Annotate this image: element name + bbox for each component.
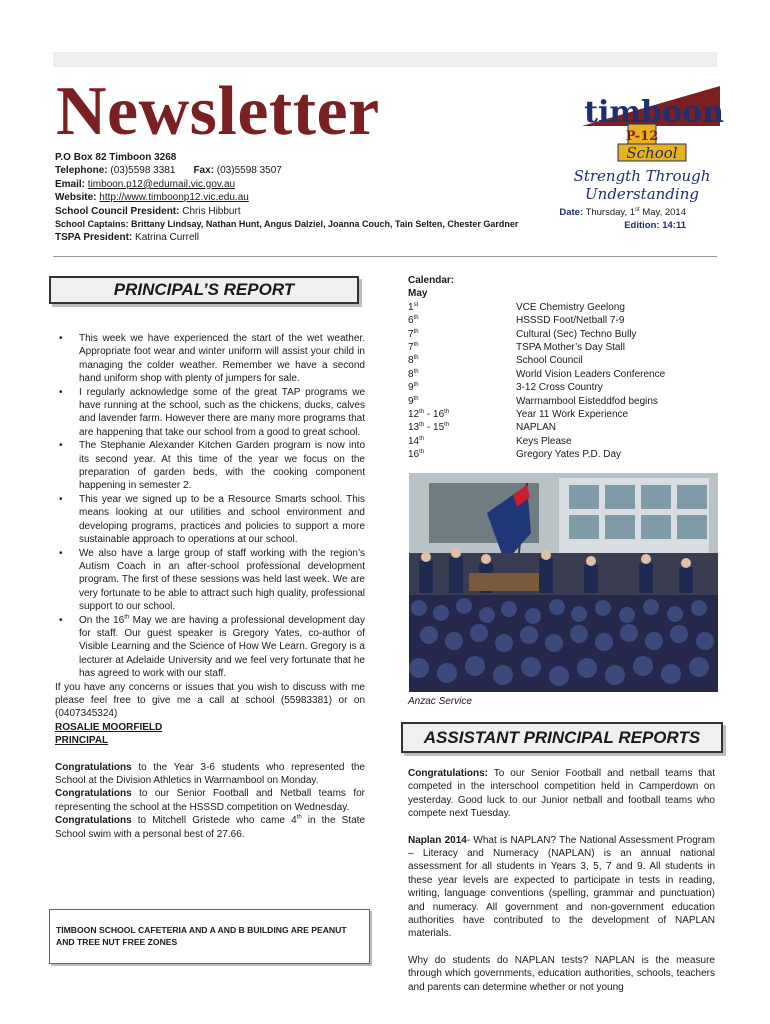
calendar-row xyxy=(408,381,728,394)
calendar-row xyxy=(408,328,728,341)
calendar-date xyxy=(408,354,516,367)
principal-contact: If you have any concerns or issues that you wish to discuss with me please feel free to give me a call at school (55983381) or on (0407345324) xyxy=(55,681,365,720)
calendar-row xyxy=(408,435,728,448)
newsletter-title: Newsletter xyxy=(56,73,380,150)
calendar-event: 3-12 Cross Country xyxy=(516,382,603,394)
calendar-row xyxy=(408,301,728,314)
date-day: 16 xyxy=(408,449,420,461)
address: P.O Box 82 Timboon 3268 xyxy=(55,152,177,163)
edition-line xyxy=(520,219,686,232)
pd-text-rest: May we are having a professional development day for staff. Our guest speaker is Gregory Yates, co-author of Visible Learning and the Science of How We Learn. Gregory is a lecturer at Adelaide University and we feel very fortunate that he has agreed to work with our staff. xyxy=(79,614,365,680)
calendar-row xyxy=(408,448,728,461)
header-band xyxy=(53,52,717,67)
date-suffix: th xyxy=(413,395,419,402)
pd-suffix: th xyxy=(124,614,130,621)
logo-grade: P-12 xyxy=(625,129,659,144)
date-suffix: th xyxy=(413,328,419,335)
congrats-text: to our Senior Football and Netball teams for representing the school at the HSSSD competition on Wednesday. xyxy=(55,788,365,813)
school-logo xyxy=(560,84,725,219)
calendar-event: Year 11 Work Experience xyxy=(516,408,629,420)
calendar-date xyxy=(408,381,516,394)
calendar-row xyxy=(408,421,728,434)
pd-text-start: On the 16 xyxy=(79,614,125,626)
date-day: - 16 xyxy=(424,408,445,420)
date-suffix: th xyxy=(413,355,419,362)
captains: Brittany Lindsay, Nathan Hunt, Angus Dalziel, Joanna Couch, Tain Selten, Chester Gardner xyxy=(131,219,519,230)
date-day: 6 xyxy=(408,315,414,327)
logo-tagline xyxy=(564,167,720,203)
date-day: 13 xyxy=(408,422,420,434)
email-label: Email: xyxy=(55,178,86,190)
spacer xyxy=(408,941,715,954)
calendar-row xyxy=(408,341,728,354)
contact-details xyxy=(55,151,575,245)
calendar-event: Gregory Yates P.D. Day xyxy=(516,449,622,461)
calendar-event: Keys Please xyxy=(516,435,572,447)
date-suffix: st xyxy=(635,206,640,213)
date-day: 8 xyxy=(408,368,414,380)
calendar-rows xyxy=(408,301,728,462)
calendar-date xyxy=(408,421,516,434)
calendar-event: School Council xyxy=(516,355,583,367)
calendar-date xyxy=(408,408,516,421)
principal-name: ROSALIE MOORFIELD xyxy=(55,721,163,733)
photo-caption: Anzac Service xyxy=(408,696,472,707)
president-line xyxy=(55,205,575,218)
date-day: 1 xyxy=(408,301,414,313)
bullet-item: • This year we signed up to be a Resource Smarts school. This means looking at our utilities and school environment and developing programs, practices and policies to support a more sustainable approach to operations at our school. xyxy=(55,493,365,547)
phone-line xyxy=(55,164,575,177)
date-line xyxy=(520,206,686,219)
telephone: (03)5598 3381 xyxy=(110,165,176,177)
bullet-item: • We also have a large group of staff working with the region’s Autism Coach in an after-school professional development program. The first of these sessions was held last week. We are very fortunate to be able to attract such high quality, professional support to our school. xyxy=(55,547,365,614)
calendar-date xyxy=(408,328,516,341)
date-suffix: th xyxy=(444,422,450,429)
date-suffix: th xyxy=(413,315,419,322)
website-label: Website: xyxy=(55,192,97,204)
assistant-principal-report xyxy=(408,767,715,994)
date-day: 9 xyxy=(408,395,414,407)
calendar-row xyxy=(408,314,728,327)
congrats-suffix: th xyxy=(296,814,302,821)
date-day: 12 xyxy=(408,408,420,420)
anzac-service-photo xyxy=(409,473,718,692)
date-suffix: th xyxy=(413,368,419,375)
captains-label: School Captains: xyxy=(55,219,129,230)
congrats-athletics xyxy=(55,761,365,788)
congrats-football xyxy=(55,787,365,814)
date-day: - 15 xyxy=(424,422,445,434)
date-day: 8 xyxy=(408,355,414,367)
calendar-event: NAPLAN xyxy=(516,422,557,434)
fax-label: Fax: xyxy=(193,165,214,177)
peanut-free-notice: TIMBOON SCHOOL CAFETERIA AND A AND B BUILDING ARE PEANUT AND TREE NUT FREE ZONES xyxy=(49,909,370,964)
photo-illustration xyxy=(409,473,718,692)
congrats-text-end: in the State School swim with a personal best of 27.66. xyxy=(55,815,365,840)
congrats-text: to the Year 3-6 students who represented the School at the Division Athletics in Warrnambool on Monday. xyxy=(55,761,365,786)
president: Chris Hibburt xyxy=(182,205,241,217)
calendar-event: Cultural (Sec) Techno Bully xyxy=(516,328,637,340)
congrats-label: Congratulations xyxy=(55,815,132,827)
congrats-text: to Mitchell Gristede who came 4 xyxy=(131,815,297,827)
header-divider xyxy=(53,256,717,257)
date-day: 7 xyxy=(408,341,414,353)
website-line xyxy=(55,191,575,204)
email-link[interactable]: timboon.p12@edumail.vic.gov.au xyxy=(87,178,236,190)
fax: (03)5598 3507 xyxy=(216,165,282,177)
edition-label: Edition: xyxy=(624,220,660,231)
date-suffix: th xyxy=(419,435,425,442)
calendar-date xyxy=(408,314,516,327)
assistant-principal-heading: ASSISTANT PRINCIPAL REPORTS xyxy=(401,722,723,753)
date-suffix: st xyxy=(413,301,419,308)
naplan-label: Naplan 2014 xyxy=(408,834,467,846)
date-suffix: th xyxy=(444,408,450,415)
calendar-event: World Vision Leaders Conference xyxy=(516,368,666,380)
captains-line xyxy=(55,218,575,231)
calendar-date xyxy=(408,368,516,381)
date-day: Thursday, 1 xyxy=(585,207,636,218)
spacer xyxy=(408,821,715,834)
date-day: 14 xyxy=(408,435,420,447)
bullet-item: • The Stephanie Alexander Kitchen Garden program is now into its second year. At this time of the year we focus on the preparation of garden beds, with the cooking component happening in semester 2. xyxy=(55,439,365,493)
email-line xyxy=(55,178,575,191)
calendar-row xyxy=(408,395,728,408)
tspa-label: TSPA President: xyxy=(55,232,133,244)
calendar-event: HSSSD Foot/Netball 7-9 xyxy=(516,315,625,327)
spacer xyxy=(55,748,365,761)
date-day: 9 xyxy=(408,382,414,394)
calendar-row xyxy=(408,368,728,381)
telephone-label: Telephone: xyxy=(55,165,108,177)
calendar-date xyxy=(408,435,516,448)
principal-report xyxy=(55,332,365,841)
naplan-text: - What is NAPLAN? The National Assessment Program – Literacy and Numeracy (NAPLAN) is an annual national assessment for all students in Years 3, 5, 7 and 9. All students in these year levels are expected to participate in tests in reading, writing, language conventions (spelling, grammar and punctuation) and numeracy. All government and non-government education authorities have contributed to the development of NAPLAN materials. xyxy=(408,834,715,940)
date-month: May, 2014 xyxy=(642,207,686,218)
naplan-why: Why do students do NAPLAN tests? NAPLAN is the measure through which governments, education authorities, schools, teachers and parents can determine whether or not young xyxy=(408,954,715,993)
date-day: 7 xyxy=(408,328,414,340)
principal-report-heading: PRINCIPAL’S REPORT xyxy=(49,276,359,304)
calendar xyxy=(408,274,728,462)
website-link[interactable]: http://www.timboonp12.vic.edu.au xyxy=(99,192,249,204)
date-suffix: th xyxy=(419,408,425,415)
logo-school: School xyxy=(626,144,678,162)
congrats-swim xyxy=(55,814,365,841)
president-label: School Council President: xyxy=(55,205,180,217)
calendar-event: VCE Chemistry Geelong xyxy=(516,301,625,313)
tagline-line-2: Understanding xyxy=(585,185,699,203)
calendar-date xyxy=(408,301,516,314)
tagline-line-1: Strength Through xyxy=(573,167,711,185)
calendar-event: TSPA Mother’s Day Stall xyxy=(516,341,625,353)
date-suffix: th xyxy=(419,422,425,429)
date-label: Date: xyxy=(559,207,584,218)
bullet-item xyxy=(55,614,365,681)
congrats-label: Congratulations xyxy=(55,761,132,773)
calendar-date xyxy=(408,341,516,354)
calendar-label: Calendar: xyxy=(408,275,455,286)
tspa: Katrina Currell xyxy=(135,232,199,244)
assistant-congrats-label: Congratulations: xyxy=(408,768,488,779)
date-suffix: th xyxy=(413,341,419,348)
issue-date xyxy=(520,206,686,232)
calendar-month: May xyxy=(408,288,428,300)
logo-graphic xyxy=(560,84,725,169)
tspa-line xyxy=(55,231,575,244)
bullet-item: • This week we have experienced the start of the wet weather. Appropriate foot wear and winter uniform will assist your child in managing the colder weather. Remember we have a second hand uniform shop with plenty of jumpers for sale. xyxy=(55,332,365,386)
principal-title: PRINCIPAL xyxy=(55,735,109,747)
logo-name: timboon xyxy=(584,95,724,130)
congrats-label: Congratulations xyxy=(55,788,132,800)
calendar-row xyxy=(408,408,728,421)
calendar-date xyxy=(408,448,516,461)
assistant-congrats xyxy=(408,767,715,821)
bullet-item: • I regularly acknowledge some of the great TAP programs we have running at the school, such as the chickens, ducks, calves and lavender farm. However there are many more programs that are happening that take our school from a good to great school. xyxy=(55,386,365,440)
assistant-congrats-text: To our Senior Football and netball teams that competed in the interschool competition held in Camperdown on yesterday. Good luck to our Junior netball and football teams who compete next Tuesday. xyxy=(408,768,715,820)
address-line xyxy=(55,151,575,164)
calendar-event: Warrnambool Eisteddfod begins xyxy=(516,395,658,407)
principal-bullets xyxy=(55,332,365,681)
date-suffix: th xyxy=(413,382,419,389)
edition: 14:11 xyxy=(662,220,686,231)
calendar-date xyxy=(408,395,516,408)
calendar-row xyxy=(408,354,728,367)
date-suffix: th xyxy=(419,449,425,456)
naplan-intro xyxy=(408,834,715,941)
